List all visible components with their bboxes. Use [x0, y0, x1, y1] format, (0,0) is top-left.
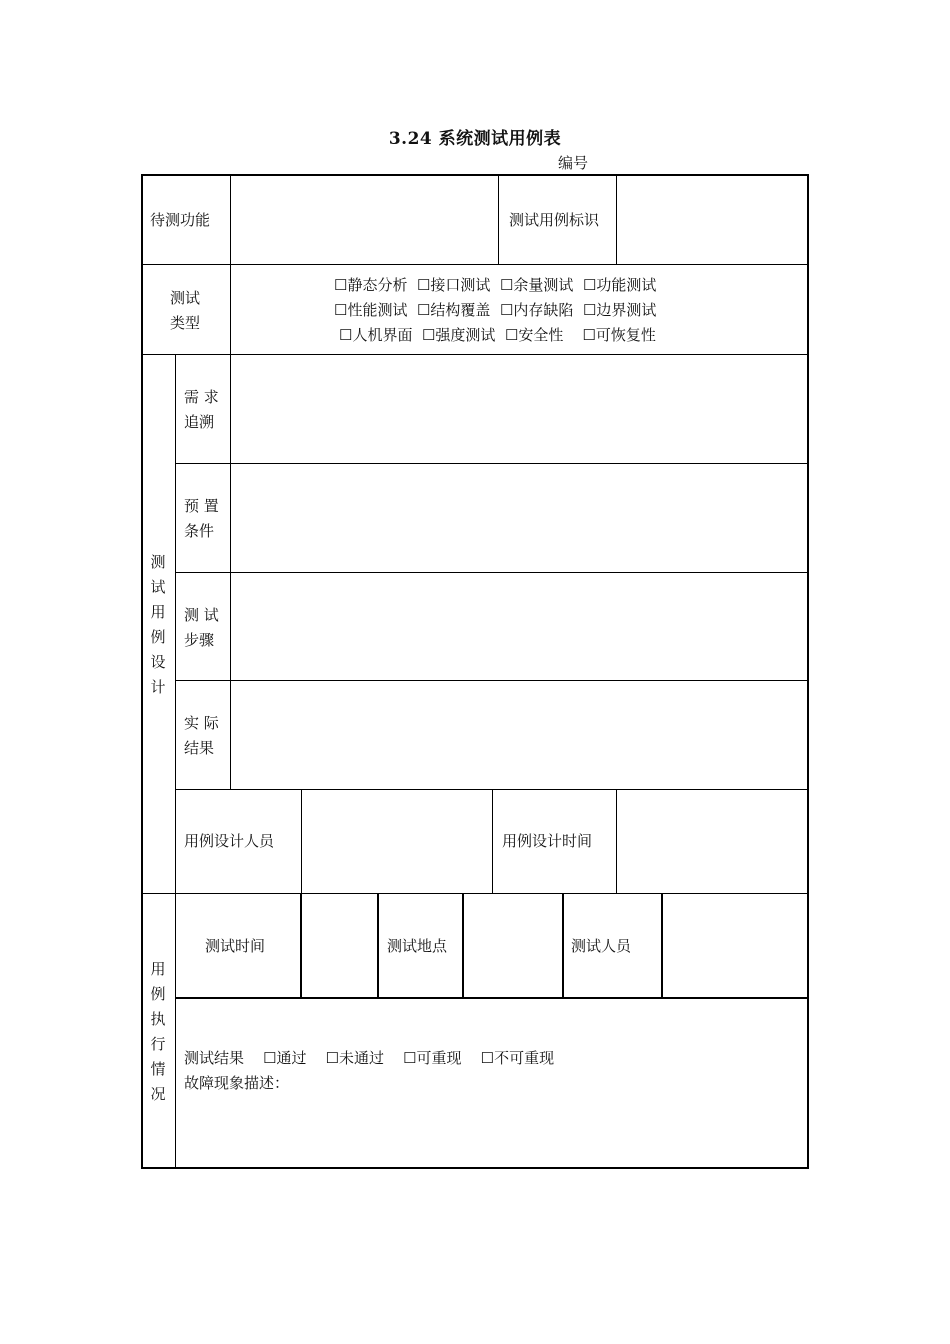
precondition-line1: 预 置: [184, 497, 219, 515]
row-divider: [141, 264, 809, 265]
design-time-label: 用例设计时间: [502, 832, 593, 850]
type-options-line1[interactable]: ☐静态分析 ☐接口测试 ☐余量测试 ☐功能测试: [334, 276, 657, 294]
col-divider: [562, 893, 564, 998]
test-place-label: 测试地点: [387, 937, 448, 955]
type-options-line3[interactable]: ☐人机界面 ☐强度测试 ☐安全性 ☐可恢复性: [339, 326, 656, 344]
number-label: 编号: [558, 154, 589, 172]
row-divider: [175, 997, 809, 999]
col-divider: [661, 893, 663, 998]
row-divider: [175, 463, 809, 464]
execution-section-label: 用 例 执 行 情 况: [150, 960, 166, 1103]
test-time-label: 测试时间: [205, 937, 266, 955]
col-divider: [301, 789, 302, 893]
actual-result-line2: 结果: [184, 739, 215, 757]
designer-label: 用例设计人员: [184, 832, 275, 850]
row-divider: [175, 680, 809, 681]
col-divider: [175, 354, 176, 1169]
col-divider: [616, 175, 617, 265]
type-label-line2: 类型: [170, 314, 201, 332]
row-divider: [175, 572, 809, 573]
col-divider: [462, 893, 464, 998]
col-divider: [300, 893, 302, 998]
actual-result-line1: 实 际: [184, 714, 219, 732]
test-steps-line2: 步骤: [184, 631, 215, 649]
test-steps-line1: 测 试: [184, 606, 219, 624]
precondition-line2: 条件: [184, 522, 215, 540]
col-divider: [616, 789, 617, 893]
function-label: 待测功能: [150, 211, 211, 229]
row-divider: [141, 893, 809, 894]
tester-label: 测试人员: [571, 937, 632, 955]
test-result-line[interactable]: 测试结果 ☐通过 ☐未通过 ☐可重现 ☐不可重现: [184, 1049, 555, 1067]
type-options-line2[interactable]: ☐性能测试 ☐结构覆盖 ☐内存缺陷 ☐边界测试: [334, 301, 657, 319]
design-section-label: 测 试 用 例 设 计: [150, 553, 166, 696]
col-divider: [230, 175, 231, 355]
requirement-trace-line2: 追溯: [184, 413, 215, 431]
type-label-line1: 测试: [170, 289, 201, 307]
row-divider: [141, 354, 809, 355]
requirement-trace-line1: 需 求: [184, 388, 219, 406]
col-divider: [230, 354, 231, 790]
case-id-label: 测试用例标识: [509, 211, 600, 229]
col-divider: [498, 175, 499, 265]
col-divider: [492, 789, 493, 893]
fault-description-label: 故障现象描述：: [184, 1074, 290, 1092]
col-divider: [377, 893, 379, 998]
page-title: 3.24 系统测试用例表: [388, 129, 562, 149]
